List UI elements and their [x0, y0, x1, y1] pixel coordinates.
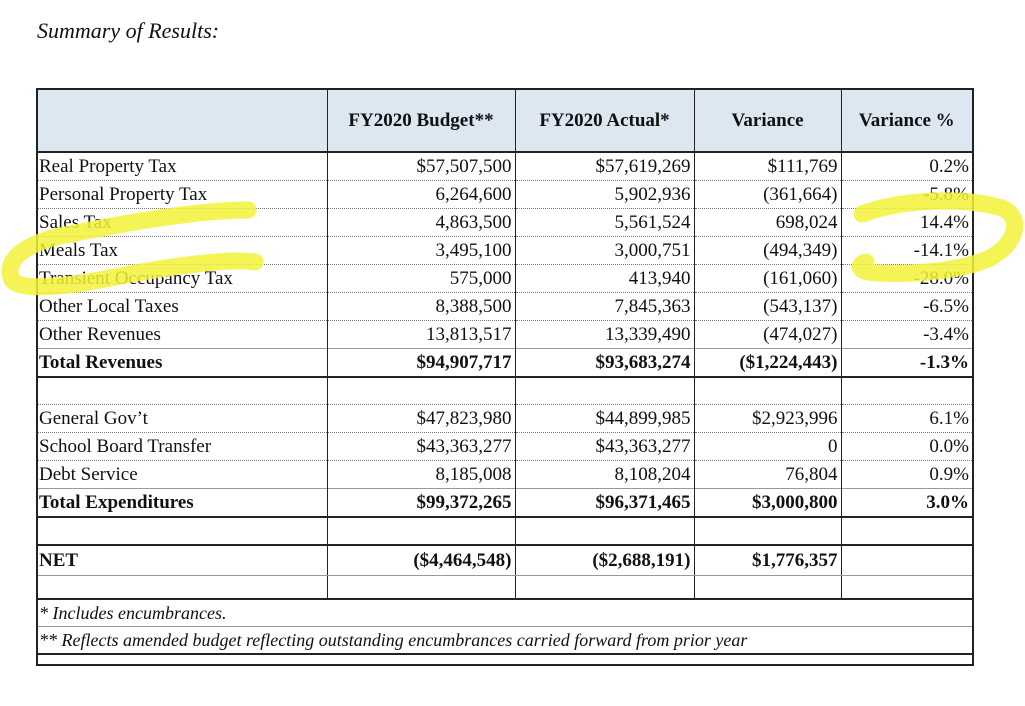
budget-value: 8,185,008: [327, 461, 515, 489]
variance-pct-value: 0.2%: [841, 152, 972, 181]
actual-value: $43,363,277: [515, 433, 694, 461]
variance-value: $3,000,800: [694, 489, 841, 518]
header-variance-pct: Variance %: [841, 89, 972, 152]
revenue-rows: [36, 152, 972, 349]
expenditure-row: [36, 405, 972, 433]
revenue-row: [36, 293, 972, 321]
summary-table: [36, 88, 972, 655]
spacer-row: [36, 576, 972, 600]
row-label: Sales Tax: [36, 209, 327, 237]
page-heading: Summary of Results:: [37, 18, 220, 43]
variance-value: (361,664): [694, 181, 841, 209]
row-label: Debt Service: [36, 461, 327, 489]
budget-value: $47,823,980: [327, 405, 515, 433]
row-label: Total Expenditures: [36, 489, 327, 518]
actual-value: 7,845,363: [515, 293, 694, 321]
variance-pct-value: -1.3%: [841, 349, 972, 378]
expenditure-rows: [36, 405, 972, 489]
row-label: Real Property Tax: [36, 152, 327, 181]
row-label: Meals Tax: [36, 237, 327, 265]
header-row: [36, 89, 972, 152]
budget-value: $94,907,717: [327, 349, 515, 378]
actual-value: 5,561,524: [515, 209, 694, 237]
variance-pct-value: -3.4%: [841, 321, 972, 349]
actual-value: 5,902,936: [515, 181, 694, 209]
expenditure-row: [36, 461, 972, 489]
budget-value: 575,000: [327, 265, 515, 293]
variance-value: (494,349): [694, 237, 841, 265]
row-label: Total Revenues: [36, 349, 327, 378]
revenue-row: [36, 237, 972, 265]
budget-value: 4,863,500: [327, 209, 515, 237]
header-budget: FY2020 Budget**: [327, 89, 515, 152]
actual-value: $44,899,985: [515, 405, 694, 433]
spacer-row: [36, 377, 972, 405]
spacer-row: [36, 517, 972, 545]
variance-value: (543,137): [694, 293, 841, 321]
budget-value: 13,813,517: [327, 321, 515, 349]
row-label: Other Revenues: [36, 321, 327, 349]
row-label: Transient Occupancy Tax: [36, 265, 327, 293]
budget-value: ($4,464,548): [327, 545, 515, 576]
variance-value: 0: [694, 433, 841, 461]
variance-pct-value: -6.5%: [841, 293, 972, 321]
revenue-row: [36, 181, 972, 209]
row-label: General Gov’t: [36, 405, 327, 433]
footnote-row: [36, 627, 972, 655]
variance-value: $1,776,357: [694, 545, 841, 576]
header-actual: FY2020 Actual*: [515, 89, 694, 152]
variance-value: (161,060): [694, 265, 841, 293]
budget-value: $99,372,265: [327, 489, 515, 518]
variance-pct-value: 3.0%: [841, 489, 972, 518]
budget-value: 6,264,600: [327, 181, 515, 209]
variance-pct-value: -14.1%: [841, 237, 972, 265]
budget-value: $57,507,500: [327, 152, 515, 181]
actual-value: $93,683,274: [515, 349, 694, 378]
actual-value: 8,108,204: [515, 461, 694, 489]
footnote-encumbrances: * Includes encumbrances.: [36, 599, 972, 627]
budget-value: $43,363,277: [327, 433, 515, 461]
header-variance: Variance: [694, 89, 841, 152]
revenue-row: [36, 265, 972, 293]
variance-pct-value: -5.8%: [841, 181, 972, 209]
variance-value: 698,024: [694, 209, 841, 237]
actual-value: $57,619,269: [515, 152, 694, 181]
header-label-cell: [36, 89, 327, 152]
variance-pct-value: 6.1%: [841, 405, 972, 433]
row-label: Other Local Taxes: [36, 293, 327, 321]
variance-value: (474,027): [694, 321, 841, 349]
actual-value: 3,000,751: [515, 237, 694, 265]
net-row: [36, 545, 972, 576]
expenditure-row: [36, 433, 972, 461]
footnote-row: [36, 599, 972, 627]
variance-pct-value: 14.4%: [841, 209, 972, 237]
row-label: School Board Transfer: [36, 433, 327, 461]
variance-pct-value: [841, 545, 972, 576]
variance-pct-value: 0.9%: [841, 461, 972, 489]
actual-value: 13,339,490: [515, 321, 694, 349]
budget-value: 8,388,500: [327, 293, 515, 321]
budget-value: 3,495,100: [327, 237, 515, 265]
actual-value: ($2,688,191): [515, 545, 694, 576]
actual-value: 413,940: [515, 265, 694, 293]
variance-value: $111,769: [694, 152, 841, 181]
revenue-row: [36, 321, 972, 349]
actual-value: $96,371,465: [515, 489, 694, 518]
variance-pct-value: -28.0%: [841, 265, 972, 293]
variance-value: 76,804: [694, 461, 841, 489]
row-label: NET: [36, 545, 327, 576]
total-revenues-row: [36, 349, 972, 378]
row-label: Personal Property Tax: [36, 181, 327, 209]
footnote-amended-budget: ** Reflects amended budget reflecting outstanding encumbrances carried forward from prior year: [36, 627, 972, 655]
revenue-row: [36, 209, 972, 237]
total-expenditures-row: [36, 489, 972, 518]
variance-value: $2,923,996: [694, 405, 841, 433]
variance-pct-value: 0.0%: [841, 433, 972, 461]
variance-value: ($1,224,443): [694, 349, 841, 378]
revenue-row: [36, 152, 972, 181]
